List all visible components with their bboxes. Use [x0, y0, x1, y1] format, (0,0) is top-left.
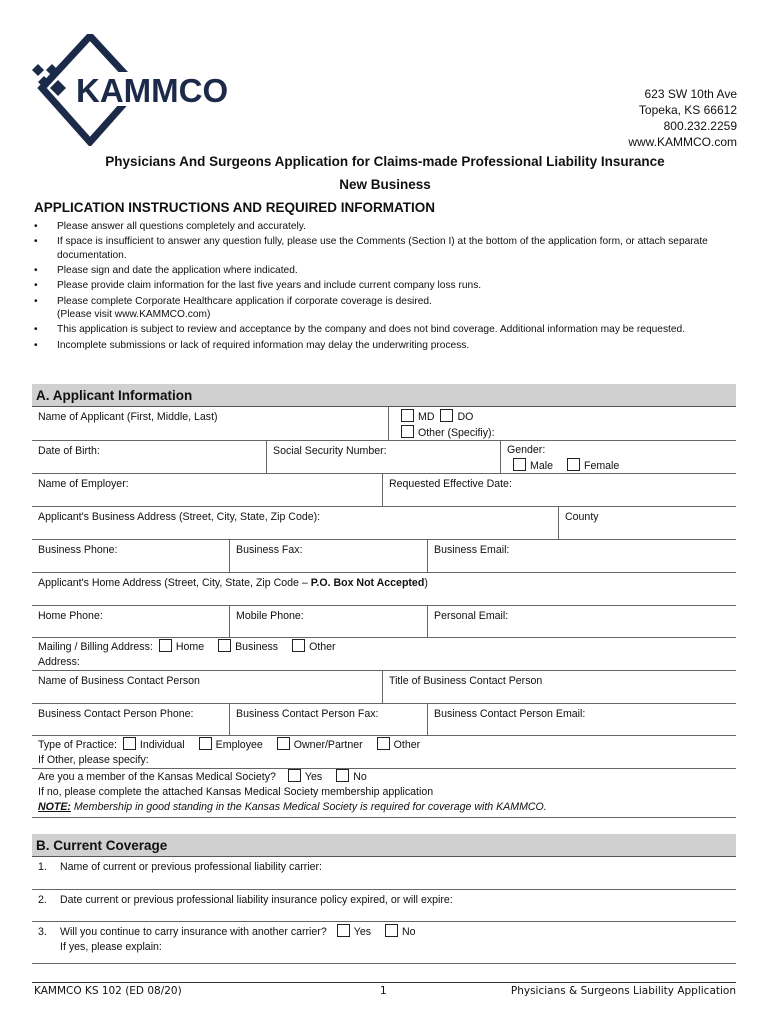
label: Applicant's Home Address (Street, City, State, Zip Code –	[38, 577, 311, 589]
question-number: 2.	[38, 894, 47, 906]
ssn-field[interactable]	[267, 441, 501, 473]
label: Are you a member of the Kansas Medical Society?	[38, 771, 276, 783]
q3-field	[32, 922, 736, 963]
contact-title-field[interactable]	[383, 671, 736, 703]
instruction-item: • This application is subject to review and acceptance by the company and does not bind coverage. Additional information may be requested.	[34, 323, 734, 337]
kms-yes-checkbox[interactable]	[288, 769, 301, 782]
label: Home Phone:	[38, 610, 103, 622]
label: Business Contact Person Email:	[434, 708, 586, 720]
business-email-field[interactable]	[428, 540, 736, 572]
label: Address:	[38, 656, 80, 668]
label: Requested Effective Date:	[389, 478, 512, 490]
q3-explain[interactable]: If yes, please explain:	[60, 941, 162, 953]
instruction-item	[34, 295, 734, 322]
label: Male	[530, 460, 553, 472]
q3-yes-checkbox[interactable]	[337, 924, 350, 937]
row-dob-ssn-gender	[32, 441, 736, 474]
company-phone: 800.232.2259	[663, 119, 737, 133]
label: Employee	[215, 739, 263, 751]
row-applicant-name	[32, 407, 736, 441]
label: Applicant's Business Address (Street, City, State, Zip Code):	[38, 511, 321, 523]
practice-employee-checkbox[interactable]	[199, 737, 212, 750]
label: Individual	[139, 739, 185, 751]
kms-instruction: If no, please complete the attached Kansas Medical Society membership application	[38, 786, 434, 798]
contact-name-field[interactable]	[32, 671, 383, 703]
question-text: Will you continue to carry insurance with another carrier?	[60, 926, 327, 938]
logo-wordmark: KAMMCO	[76, 72, 229, 109]
row-contact-person-details	[32, 704, 736, 736]
degree-field	[389, 407, 736, 440]
mailing-business-checkbox[interactable]	[218, 639, 231, 652]
footer-form-id: KAMMCO KS 102 (ED 08/20)	[34, 985, 182, 997]
row-q3	[32, 922, 736, 964]
gender-field	[501, 441, 736, 473]
instruction-item: • Please answer all questions completely and accurately.	[34, 220, 734, 234]
label: Yes	[304, 771, 323, 783]
label: Personal Email:	[434, 610, 509, 622]
document-title: Physicians And Surgeons Application for Claims-made Professional Liability Insurance	[105, 154, 665, 169]
instruction-text: (Please visit www.KAMMCO.com)	[57, 309, 211, 321]
label: No	[353, 771, 367, 783]
mailing-address-field[interactable]	[32, 638, 736, 670]
kms-no-checkbox[interactable]	[336, 769, 349, 782]
label: Other	[309, 641, 336, 653]
footer-page-number: 1	[380, 985, 387, 997]
q2-field[interactable]	[32, 890, 736, 921]
label: Mobile Phone:	[236, 610, 304, 622]
male-checkbox[interactable]	[513, 458, 526, 471]
question-text: Name of current or previous professional liability carrier:	[60, 861, 323, 873]
row-kms-membership	[32, 769, 736, 818]
row-mailing-address	[32, 638, 736, 671]
female-checkbox[interactable]	[567, 458, 580, 471]
company-address	[628, 86, 737, 150]
footer-form-name: Physicians & Surgeons Liability Application	[510, 985, 736, 997]
label: Female	[583, 460, 620, 472]
label: Owner/Partner	[293, 739, 363, 751]
home-address-field[interactable]	[32, 573, 736, 605]
label: )	[424, 577, 428, 589]
practice-type-field	[32, 736, 736, 768]
label: Date of Birth:	[38, 445, 100, 457]
document-subtitle: New Business	[339, 177, 431, 192]
footer-divider	[32, 982, 736, 983]
label: Mailing / Billing Address:	[38, 641, 153, 653]
q1-field[interactable]	[32, 857, 736, 889]
label-emphasis: P.O. Box Not Accepted	[310, 577, 425, 589]
address-line2: Topeka, KS 66612	[638, 103, 737, 117]
label: No	[402, 926, 416, 938]
question-number: 1.	[38, 861, 47, 873]
company-logo	[30, 34, 230, 146]
dob-field[interactable]	[32, 441, 267, 473]
mailing-other-checkbox[interactable]	[292, 639, 305, 652]
practice-other-checkbox[interactable]	[377, 737, 390, 750]
label: MD	[418, 411, 435, 423]
personal-email-field[interactable]	[428, 606, 736, 637]
instructions-list	[34, 220, 734, 354]
applicant-name-field[interactable]	[32, 407, 389, 440]
kms-note	[38, 800, 736, 815]
instruction-item: • Incomplete submissions or lack of required information may delay the underwriting process.	[34, 339, 734, 353]
mobile-phone-field[interactable]	[230, 606, 428, 637]
label: Name of Business Contact Person	[38, 675, 200, 687]
label: Business	[235, 641, 279, 653]
business-address-field[interactable]	[32, 507, 559, 539]
label: Gender:	[507, 444, 546, 456]
row-q1	[32, 857, 736, 890]
label: Social Security Number:	[273, 445, 387, 457]
practice-other-specify[interactable]: If Other, please specify:	[38, 754, 149, 766]
label: Business Contact Person Fax:	[236, 708, 379, 720]
instructions-heading: APPLICATION INSTRUCTIONS AND REQUIRED INFORMATION	[34, 200, 435, 215]
kms-membership-field	[32, 769, 736, 817]
row-practice-type	[32, 736, 736, 769]
practice-individual-checkbox[interactable]	[123, 737, 136, 750]
note-text: Membership in good standing in the Kansas Medical Society is required for coverage with KAMMCO.	[70, 801, 547, 813]
label: Business Fax:	[236, 544, 303, 556]
row-home-address	[32, 573, 736, 606]
county-field[interactable]	[559, 507, 736, 539]
home-phone-field[interactable]	[32, 606, 230, 637]
do-checkbox[interactable]	[440, 409, 453, 422]
other-degree-checkbox[interactable]	[401, 425, 414, 438]
note-label: NOTE:	[38, 801, 71, 813]
row-employer	[32, 474, 736, 507]
label: Business Email:	[434, 544, 510, 556]
effective-date-field[interactable]	[383, 474, 736, 506]
label: Name of Employer:	[38, 478, 129, 490]
q3-no-checkbox[interactable]	[385, 924, 398, 937]
label: Home	[175, 641, 205, 653]
contact-phone-field[interactable]	[32, 704, 230, 735]
instruction-item: • Please provide claim information for the last five years and include current company loss runs.	[34, 279, 734, 293]
label: Business Contact Person Phone:	[38, 708, 194, 720]
label: Type of Practice:	[38, 739, 117, 751]
employer-field[interactable]	[32, 474, 383, 506]
label: DO	[457, 411, 474, 423]
business-fax-field[interactable]	[230, 540, 428, 572]
label: Business Phone:	[38, 544, 118, 556]
instruction-text: Please complete Corporate Healthcare application if corporate coverage is desired.	[57, 295, 432, 307]
label: Other (Specifiy):	[418, 427, 495, 439]
label: Title of Business Contact Person	[389, 675, 543, 687]
row-contact-person	[32, 671, 736, 704]
business-phone-field[interactable]	[32, 540, 230, 572]
instruction-item: • Please sign and date the application where indicated.	[34, 264, 734, 278]
md-checkbox[interactable]	[401, 409, 414, 422]
practice-owner-checkbox[interactable]	[277, 737, 290, 750]
contact-fax-field[interactable]	[230, 704, 428, 735]
instruction-item: • If space is insufficient to answer any question fully, please use the Comments (Section I) at the bottom of the application form, or attach separate documentation.	[34, 235, 734, 262]
label: County	[565, 511, 599, 523]
question-text: Date current or previous professional liability insurance policy expired, or will expire:	[60, 894, 453, 906]
label: Yes	[353, 926, 372, 938]
address-line1: 623 SW 10th Ave	[644, 87, 737, 101]
section-b-header: B. Current Coverage	[32, 834, 736, 857]
row-home-contact	[32, 606, 736, 638]
row-q2	[32, 890, 736, 922]
contact-email-field[interactable]	[428, 704, 736, 735]
mailing-home-checkbox[interactable]	[159, 639, 172, 652]
company-website: www.KAMMCO.com	[628, 135, 737, 149]
row-business-address	[32, 507, 736, 540]
question-number: 3.	[38, 926, 47, 938]
row-business-contact	[32, 540, 736, 573]
section-a-header: A. Applicant Information	[32, 384, 736, 407]
label: Other	[393, 739, 421, 751]
label: Name of Applicant (First, Middle, Last)	[38, 411, 218, 423]
